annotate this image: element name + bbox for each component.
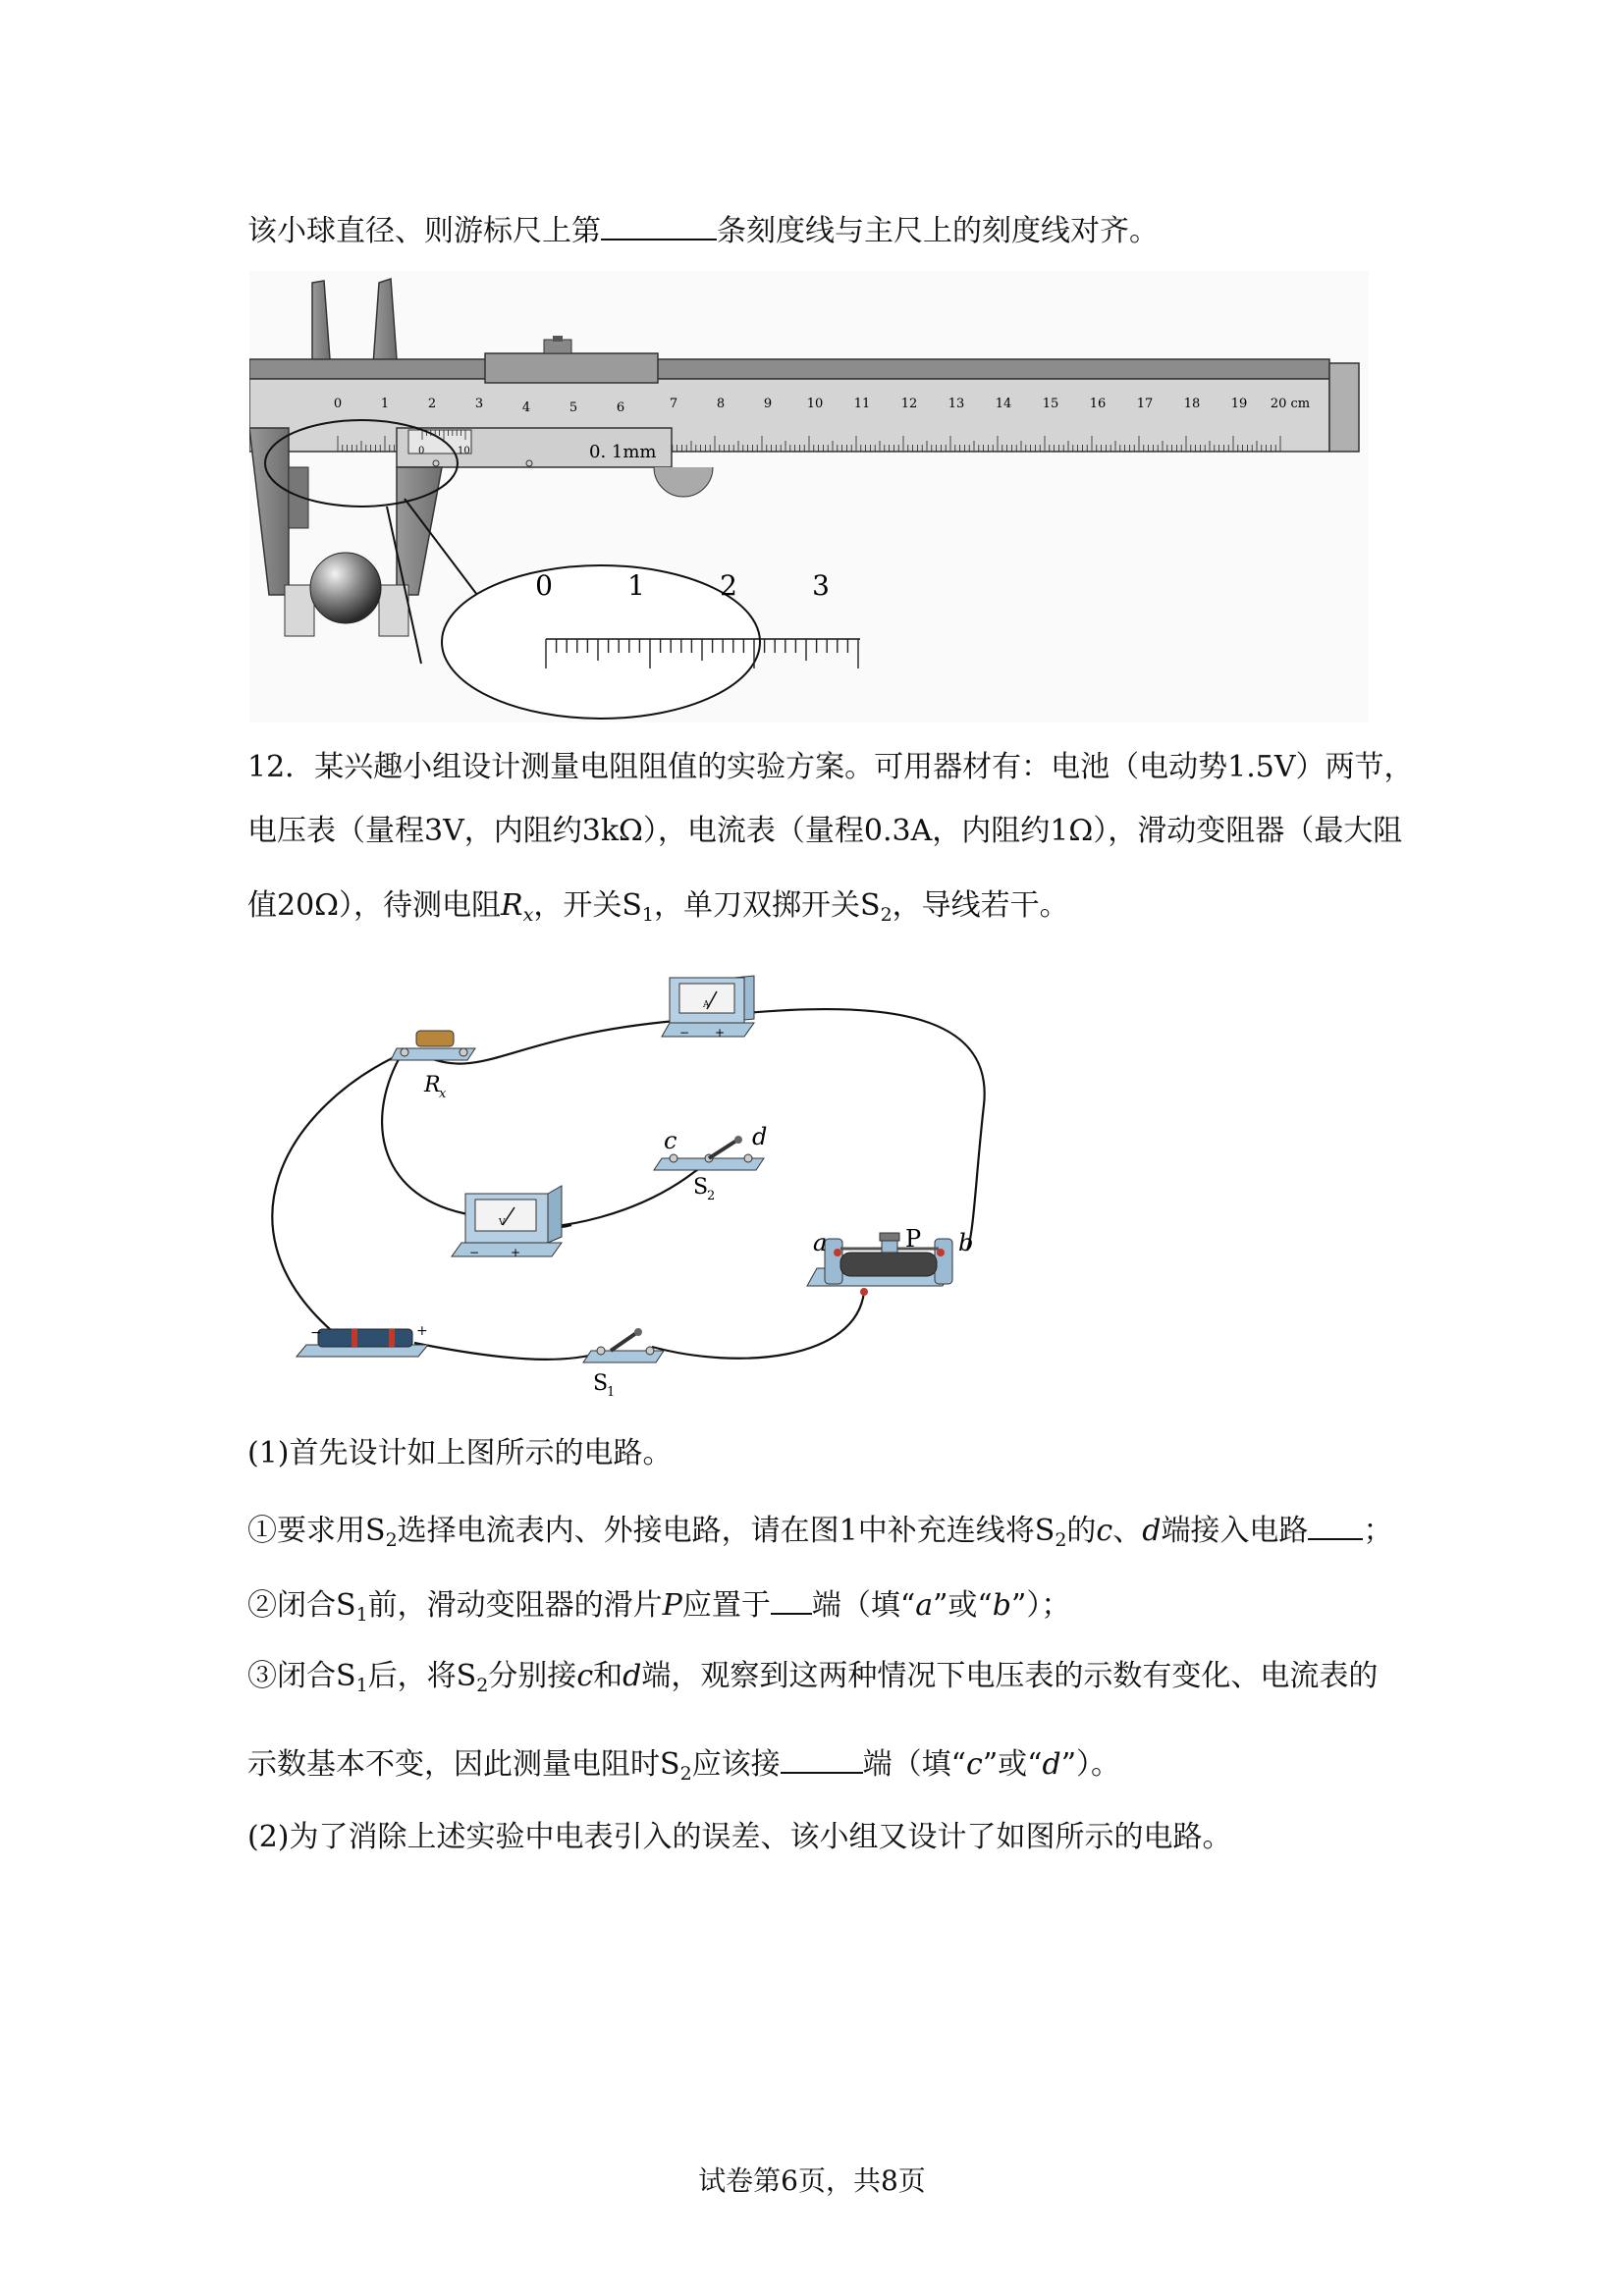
text: 端，观察到这两种情况下电压表的示数有变化、电流表的 xyxy=(641,1659,1379,1693)
text: 电压表（量程3V，内阻约3kΩ），电流表（量程0.3A，内阻约1Ω），滑动变阻器（最大阻 xyxy=(247,814,1403,848)
main-tick-label: 15 xyxy=(1042,397,1059,411)
main-tick-label: 3 xyxy=(474,397,484,411)
text: 值20Ω），待测电阻 xyxy=(247,888,502,923)
terminal-b-label: b xyxy=(958,1229,974,1256)
wires xyxy=(272,1009,984,1360)
symbol-S: S xyxy=(860,888,881,923)
switch-s1[interactable] xyxy=(583,1328,664,1362)
main-tick-label: 14 xyxy=(995,397,1012,411)
symbol-P: P xyxy=(662,1588,682,1623)
text: 示数基本不变，因此测量电阻时 xyxy=(247,1747,660,1782)
subscript: 1 xyxy=(641,904,655,926)
precision-label: 0. 1mm xyxy=(589,442,657,462)
main-tick-label: 17 xyxy=(1136,397,1154,411)
main-tick-label: 20 cm xyxy=(1270,397,1311,411)
text: ，单刀双掷开关 xyxy=(654,888,861,923)
symbol-S: S xyxy=(365,1514,386,1548)
main-tick-label: 19 xyxy=(1230,397,1248,411)
text: 的 xyxy=(1066,1514,1097,1548)
answer-blank[interactable] xyxy=(601,209,717,240)
slider-p-label: P xyxy=(905,1225,922,1253)
zoom-tick-label: 0 xyxy=(535,569,553,602)
symbol-S: S xyxy=(660,1747,680,1782)
resistor-rx xyxy=(391,1031,475,1060)
text: ②闭合 xyxy=(247,1588,336,1623)
text: ”）； xyxy=(1010,1588,1071,1623)
battery-plus: + xyxy=(416,1323,428,1339)
main-tick-label: 10 xyxy=(806,397,824,411)
circuit-figure xyxy=(247,958,1013,1410)
answer-blank[interactable] xyxy=(771,1583,812,1615)
ammeter-symbol: A xyxy=(703,1000,710,1010)
subscript: 2 xyxy=(385,1529,398,1551)
voltmeter-plus: + xyxy=(511,1246,521,1259)
part1-step3 xyxy=(247,1657,1378,1705)
ammeter xyxy=(662,976,754,1040)
symbol-S: S xyxy=(456,1659,477,1693)
zoom-tick-label: 2 xyxy=(720,569,737,602)
ball xyxy=(310,553,381,623)
text: (2)为了消除上述实验中电表引入的误差、该小组又设计了如图所示的电路。 xyxy=(247,1820,1232,1854)
main-tick-label: 8 xyxy=(716,397,726,411)
text: ； xyxy=(1363,1514,1393,1548)
text: (1)首先设计如上图所示的电路。 xyxy=(247,1436,673,1470)
main-tick-label: 11 xyxy=(853,397,871,411)
symbol-b: b xyxy=(992,1588,1011,1623)
text: ”或“ xyxy=(982,1747,1043,1782)
zoom-tick-label: 3 xyxy=(812,569,830,602)
text: 端（填“ xyxy=(811,1588,916,1623)
text: ①要求用 xyxy=(247,1514,365,1548)
text: ③闭合 xyxy=(247,1659,336,1693)
rheostat xyxy=(807,1233,952,1296)
main-tick-label: 18 xyxy=(1183,397,1201,411)
s1-label: S xyxy=(593,1371,609,1396)
subscript: 2 xyxy=(880,904,893,926)
text: ，开关 xyxy=(533,888,623,923)
symbol-c: c xyxy=(576,1659,594,1693)
terminal-a-label: a xyxy=(813,1229,828,1256)
battery xyxy=(297,1323,428,1357)
text: 端（填“ xyxy=(862,1747,966,1782)
main-tick-label: 16 xyxy=(1089,397,1107,411)
main-tick-label: 6 xyxy=(616,400,625,415)
vernier-tick-label: 10 xyxy=(458,446,470,456)
main-tick-label: 13 xyxy=(947,397,965,411)
text: 端接入电路 xyxy=(1161,1514,1309,1548)
main-tick-label: 0 xyxy=(333,397,343,411)
symbol-S: S xyxy=(336,1588,356,1623)
main-tick-label: 1 xyxy=(380,397,390,411)
subscript: x xyxy=(522,904,534,926)
text: 分别接 xyxy=(488,1659,577,1693)
text: 12．某兴趣小组设计测量电阻阻值的实验方案。可用器材有：电池（电动势1.5V）两节， xyxy=(247,750,1414,784)
s2-subscript: 2 xyxy=(707,1189,716,1203)
symbol-S: S xyxy=(1034,1514,1056,1548)
zoom-tick-label: 1 xyxy=(627,569,645,602)
q12-line-2 xyxy=(247,812,1402,851)
ammeter-minus: − xyxy=(679,1026,690,1040)
battery-minus: − xyxy=(310,1325,322,1341)
q12-line-3 xyxy=(247,886,1069,934)
symbol-d: d xyxy=(1142,1514,1162,1548)
rx-label: R xyxy=(424,1073,441,1097)
rx-subscript: x xyxy=(439,1087,447,1101)
ammeter-plus: + xyxy=(715,1026,726,1040)
main-tick-label: 4 xyxy=(521,400,531,415)
q12-line-1 xyxy=(247,748,1414,787)
symbol-R: R xyxy=(501,888,523,923)
terminal-c-label: c xyxy=(664,1127,677,1154)
text: 条刻度线与主尺上的刻度线对齐。 xyxy=(717,214,1159,248)
text: 该小球直径、则游标尺上第 xyxy=(247,214,601,248)
part1-step3-cont xyxy=(247,1742,1120,1793)
subscript: 1 xyxy=(355,1675,368,1696)
text: 后，将 xyxy=(367,1659,457,1693)
text: 前，滑动变阻器的滑片 xyxy=(367,1588,663,1623)
voltmeter-symbol: V xyxy=(499,1218,506,1228)
text: ”）。 xyxy=(1060,1747,1121,1782)
main-tick-label: 12 xyxy=(900,397,918,411)
s1-subscript: 1 xyxy=(607,1385,616,1400)
page-footer: 试卷第6页，共8页 xyxy=(698,2164,926,2197)
text: ，导线若干。 xyxy=(892,888,1069,923)
subscript: 2 xyxy=(476,1675,489,1696)
text: ”或“ xyxy=(933,1588,993,1623)
part1-step2 xyxy=(247,1583,1070,1634)
symbol-c: c xyxy=(1096,1514,1113,1548)
main-tick-label: 7 xyxy=(669,397,678,411)
subscript: 2 xyxy=(679,1763,692,1785)
answer-blank[interactable] xyxy=(781,1742,863,1774)
vernier-caliper-figure xyxy=(249,271,1369,722)
symbol-a: a xyxy=(915,1588,934,1623)
symbol-S: S xyxy=(336,1659,356,1693)
text: 选择电流表内、外接电路，请在图1中补充连线将 xyxy=(397,1514,1035,1548)
symbol-S: S xyxy=(622,888,642,923)
text: 、 xyxy=(1112,1514,1143,1548)
main-tick-label: 9 xyxy=(763,397,773,411)
subscript: 1 xyxy=(355,1604,368,1626)
part1-step1 xyxy=(247,1509,1392,1560)
main-tick-label: 2 xyxy=(427,397,437,411)
answer-blank[interactable] xyxy=(1308,1509,1363,1540)
symbol-d: d xyxy=(623,1659,642,1693)
terminal-d-label: d xyxy=(752,1123,768,1150)
text: 应置于 xyxy=(681,1588,771,1623)
symbol-c: c xyxy=(966,1747,983,1782)
voltmeter-minus: − xyxy=(469,1246,480,1259)
subscript: 2 xyxy=(1055,1529,1067,1551)
part2-heading xyxy=(247,1818,1232,1857)
vernier-tick-label: 0 xyxy=(418,446,425,456)
caliper-question-line xyxy=(247,209,1159,251)
s2-label: S xyxy=(693,1175,709,1200)
main-tick-label: 5 xyxy=(568,400,578,415)
text: 和 xyxy=(593,1659,623,1693)
part1-heading xyxy=(247,1434,673,1473)
text: 应该接 xyxy=(691,1747,781,1782)
symbol-d: d xyxy=(1042,1747,1061,1782)
voltmeter xyxy=(452,1186,562,1259)
